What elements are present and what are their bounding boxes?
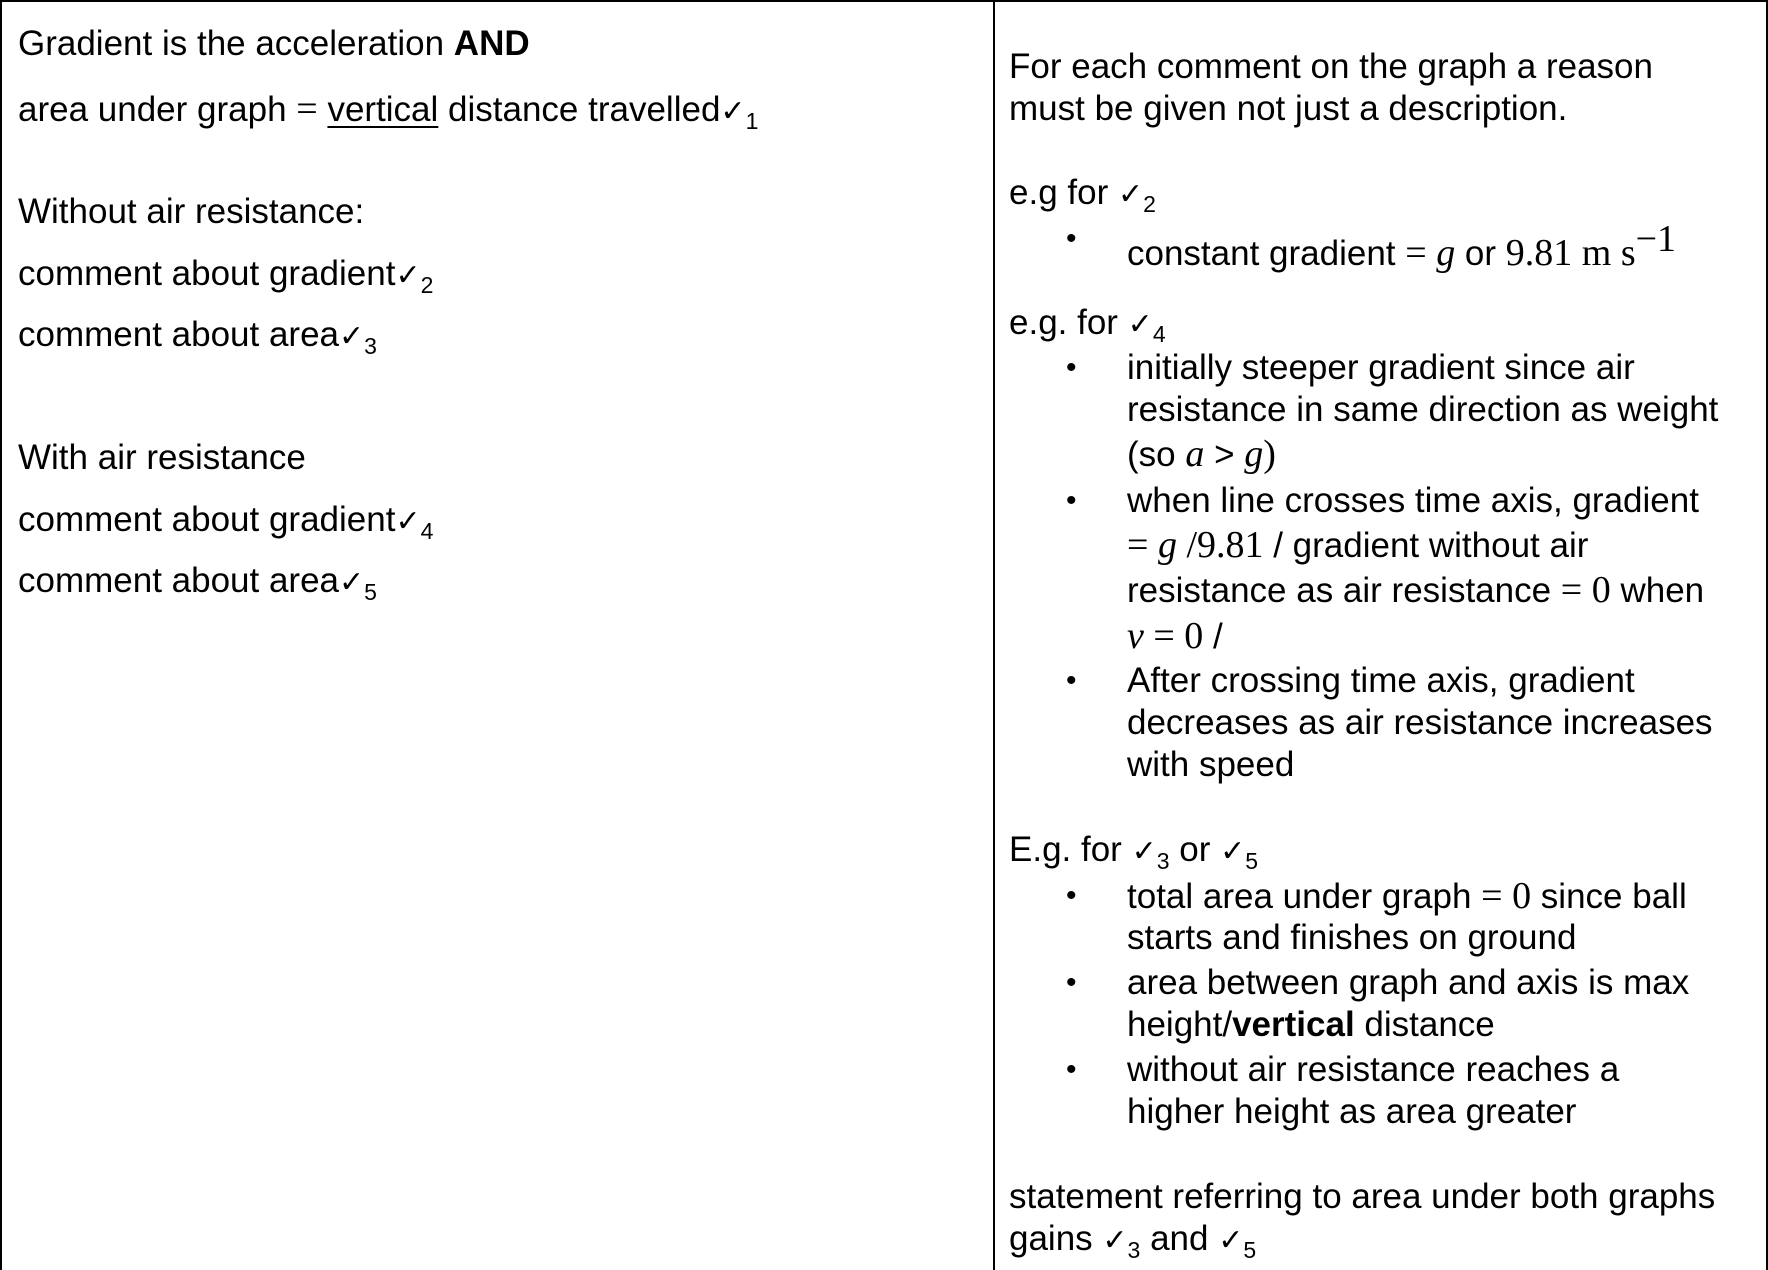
tick-icon: ✓ <box>339 565 365 600</box>
bullet-after-line-2: decreases as air resistance increases <box>1127 703 1713 742</box>
bullet-steeper-line-3: (so a > g) <box>1127 433 1276 475</box>
bullet-icon: • <box>1066 484 1077 517</box>
bullet-crosses-line-3: resistance as air resistance = 0 when <box>1127 569 1705 611</box>
bullet-constant-gradient: constant gradient = g or 9.81 m s−1 <box>1127 218 1677 274</box>
tick-icon: ✓ <box>1220 834 1246 869</box>
bullet-after-line-3: with speed <box>1127 745 1295 784</box>
bullet-icon: • <box>1066 664 1077 697</box>
left-line-comment-area-3: comment about $area✓_3$ <box>18 315 377 359</box>
bullet-crosses-line-4: v = 0 / <box>1127 615 1223 657</box>
column-divider <box>993 0 995 1270</box>
tick-icon: ✓ <box>1127 307 1153 342</box>
bullet-total-area-line-2: starts and finishes on ground <box>1127 918 1577 957</box>
right-eg-tick-4: e.g. for $✓_4$ <box>1009 303 1166 347</box>
right-statement-line-1: statement referring to area under both graphs <box>1009 1177 1716 1216</box>
bullet-icon: • <box>1066 966 1077 999</box>
bullet-area-between-line-1: area between graph and axis is max <box>1127 963 1690 1002</box>
bullet-higher-line-2: higher height as area greater <box>1127 1092 1577 1131</box>
right-eg-tick-3-5: E.g. for $✓_3$ or $✓_5$ <box>1009 830 1259 874</box>
left-line-with-air: With air resistance <box>18 438 306 477</box>
left-line-comment-gradient-2: comment about $gradient✓_2$ <box>18 254 434 298</box>
bullet-total-area-line-1: total area under graph = 0 since ball <box>1127 875 1687 917</box>
bullet-crosses-line-2: = g /9.81 / gradient without air <box>1127 524 1589 566</box>
bullet-crosses-line-1: when line crosses time axis, gradient <box>1127 481 1699 520</box>
tick-icon: ✓ <box>395 258 421 293</box>
right-eg-tick-2: e.g for $✓_2$ <box>1009 173 1156 217</box>
tick-icon: ✓ <box>395 504 421 539</box>
bullet-area-between-line-2: height/vertical distance <box>1127 1005 1495 1044</box>
right-intro-line-2: must be given not just a description. <box>1009 89 1568 128</box>
bullet-higher-line-1: without air resistance reaches a <box>1127 1050 1620 1089</box>
bullet-icon: • <box>1066 351 1077 384</box>
bullet-icon: • <box>1066 1053 1077 1086</box>
tick-icon: ✓ <box>1131 834 1157 869</box>
bullet-icon: • <box>1066 222 1077 255</box>
tick-icon: ✓ <box>1218 1223 1244 1258</box>
left-line-comment-gradient-4: comment about $gradient✓_4$ <box>18 500 434 544</box>
right-intro-line-1: For each comment on the graph a reason <box>1009 47 1653 86</box>
right-statement-line-2: gains $✓_3$ and $✓_5$ <box>1009 1219 1257 1263</box>
bullet-after-line-1: After crossing time axis, gradient <box>1127 661 1635 700</box>
tick-icon: ✓ <box>1117 177 1144 212</box>
left-line-area-under-graph: area under graph = vertical distance $travelled✓_1$ <box>18 88 759 134</box>
left-line-comment-area-5: comment about $area✓_5$ <box>18 561 377 605</box>
left-line-without-air: Without air resistance: <box>18 192 365 231</box>
bullet-steeper-line-1: initially steeper gradient since air <box>1127 348 1635 387</box>
tick-icon: ✓ <box>1102 1223 1128 1258</box>
left-line-gradient-acceleration: Gradient is the acceleration AND <box>18 24 530 63</box>
tick-icon: ✓ <box>339 319 365 354</box>
tick-icon: ✓ <box>720 94 746 129</box>
bullet-icon: • <box>1066 879 1077 912</box>
bullet-steeper-line-2: resistance in same direction as weight <box>1127 390 1719 429</box>
